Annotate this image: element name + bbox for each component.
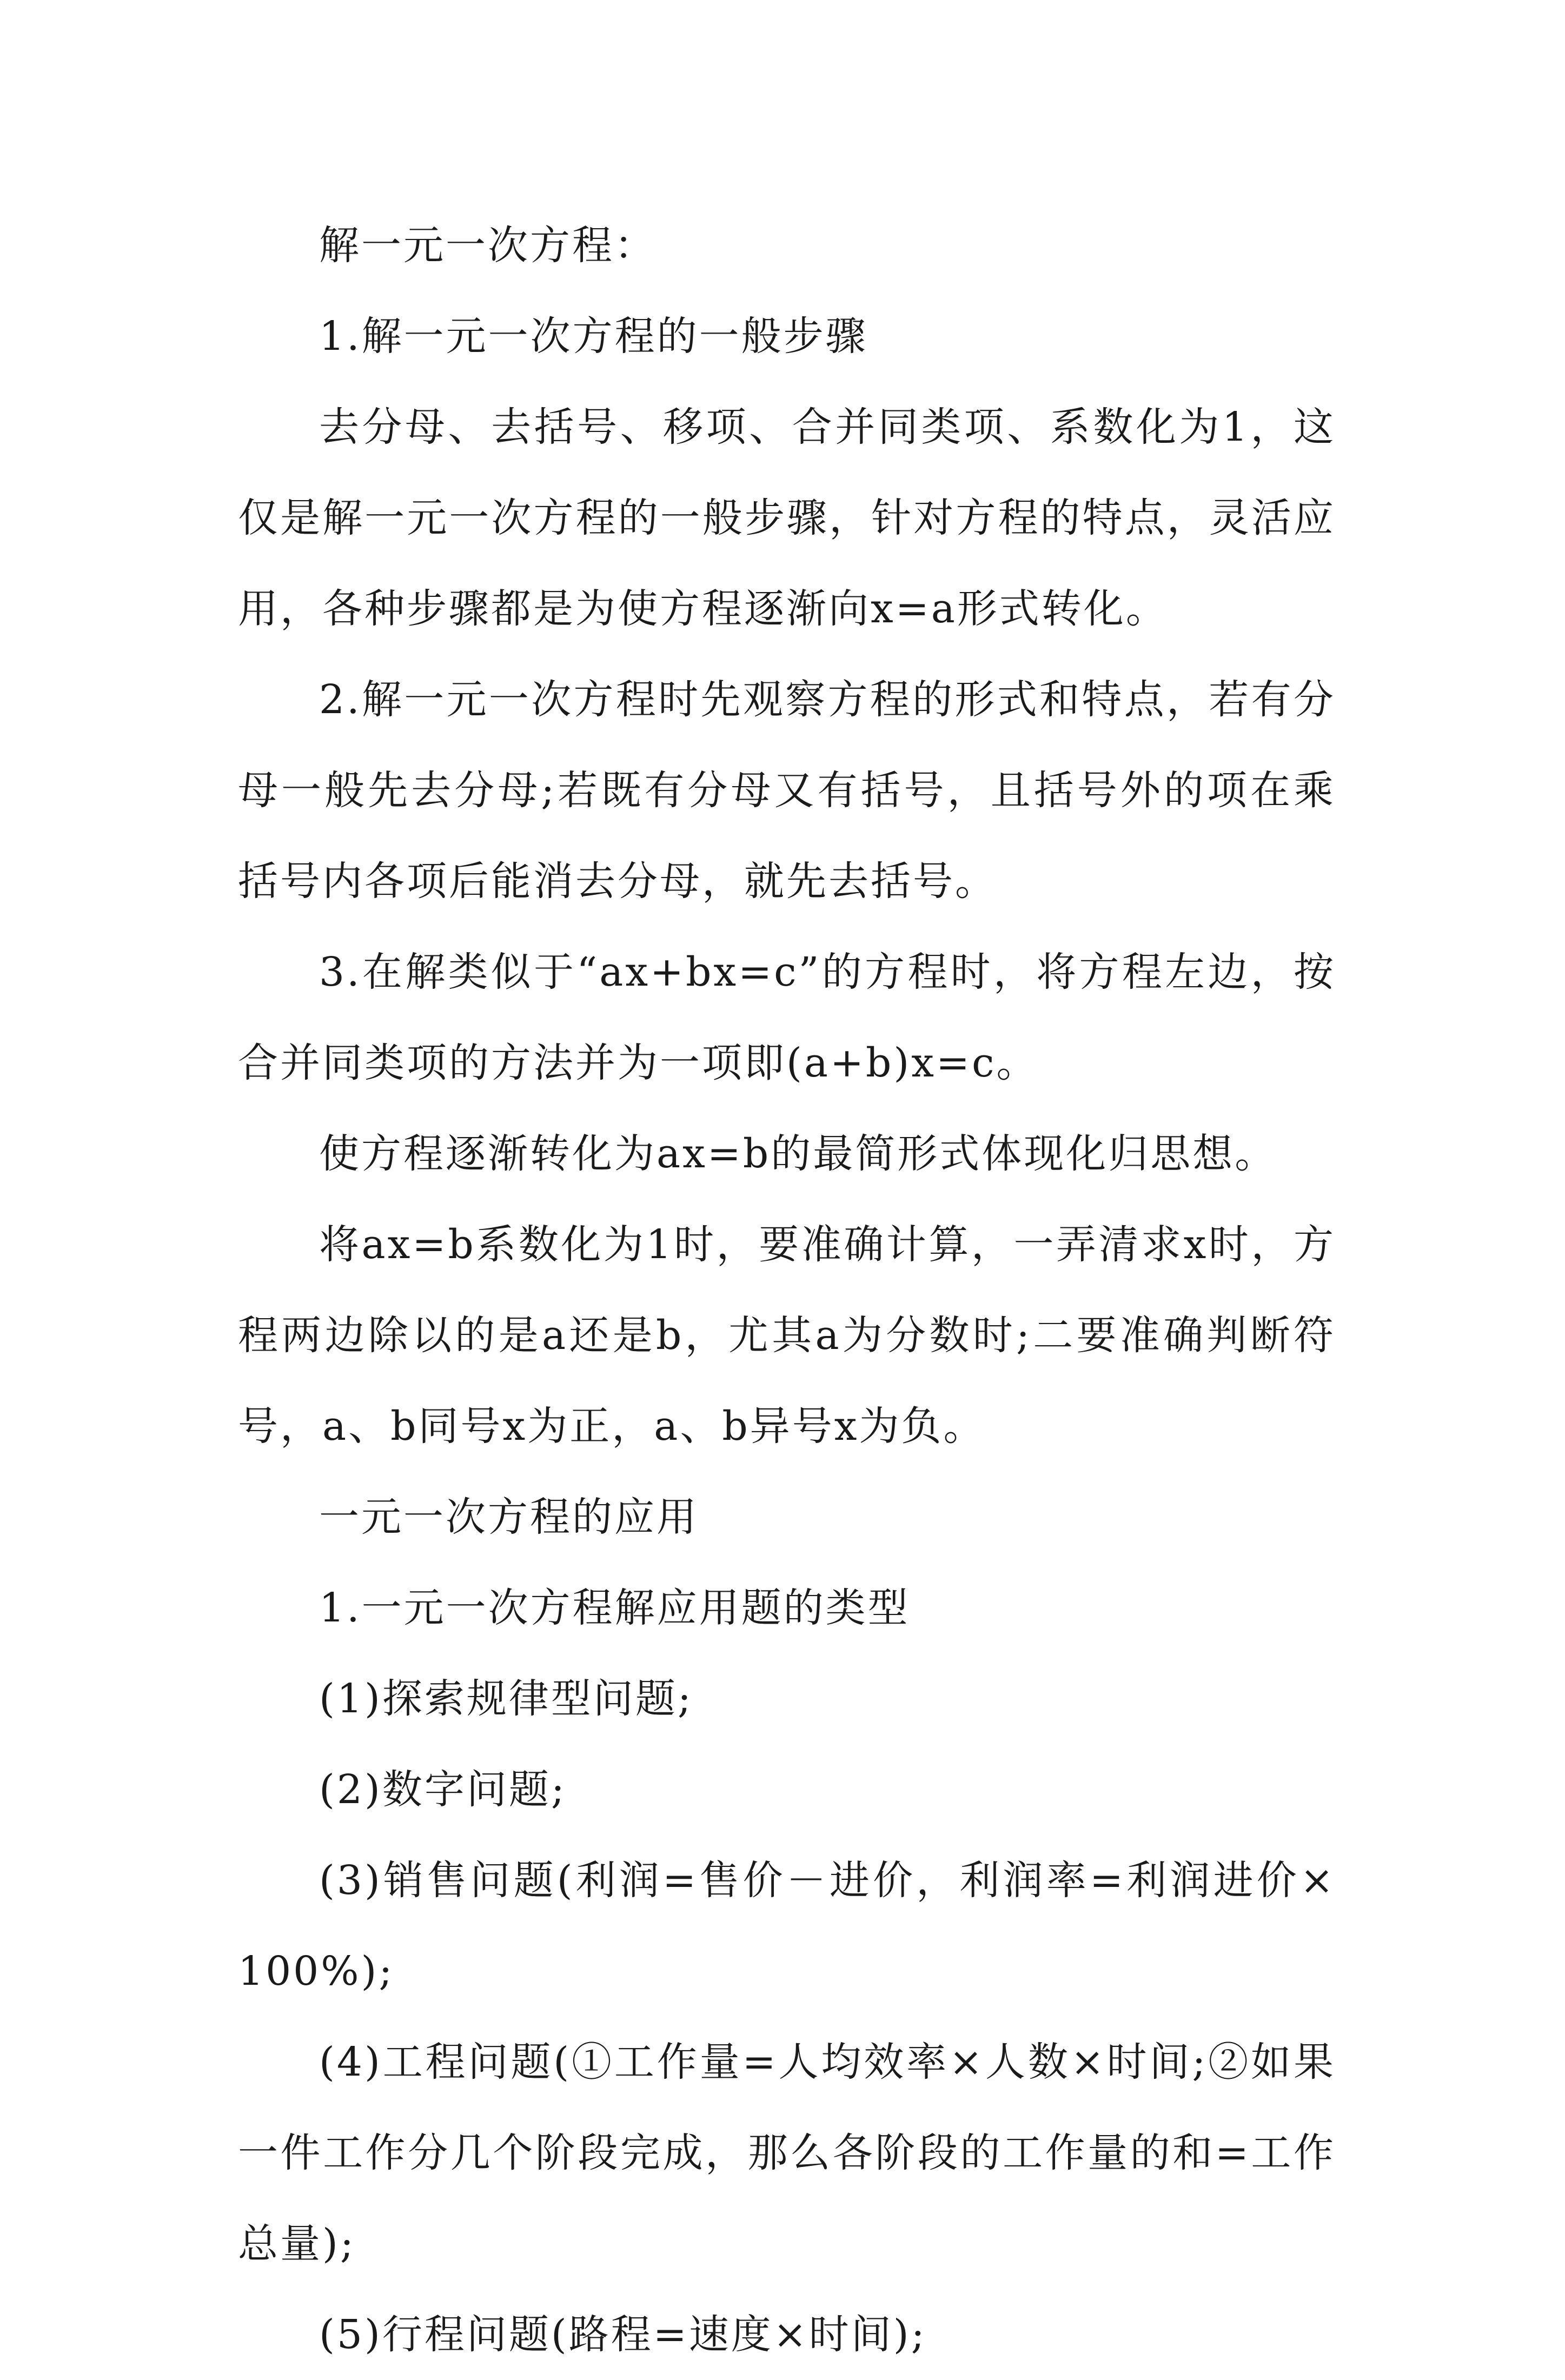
list-item-sales-problems: (3)销售问题(利润=售价－进价，利润率=利润进价×100%); xyxy=(238,1857,1336,1995)
paragraph-general-steps: 去分母、去括号、移项、合并同类项、系数化为1，这仅是解一元一次方程的一般步骤，针对方程的特点，灵活应用，各种步骤都是为使方程逐渐向x=a形式转化。 xyxy=(238,404,1336,632)
section-heading-applications: 一元一次方程的应用 xyxy=(319,1494,699,1540)
list-item-number-problems: (2)数字问题; xyxy=(319,1766,567,1813)
paragraph-observe-form: 2.解一元一次方程时先观察方程的形式和特点，若有分母一般先去分母;若既有分母又有括号，且括号外的项在乘括号内各项后能消去分母，就先去括号。 xyxy=(238,676,1336,905)
list-item-travel-problems: (5)行程问题(路程=速度×时间); xyxy=(319,2311,927,2358)
list-item-work-problems: (4)工程问题(①工作量=人均效率×人数×时间;②如果一件工作分几个阶段完成，那么各阶段的工作量的和=工作总量); xyxy=(238,2039,1336,2267)
list-item-pattern-problems: (1)探索规律型问题; xyxy=(319,1676,693,1722)
document-body xyxy=(238,200,1336,2380)
paragraph-coefficient-to-one: 将ax=b系数化为1时，要准确计算，一弄清求x时，方程两边除以的是a还是b，尤其a为分数时;二要准确判断符号，a、b同号x为正，a、b异号x为负。 xyxy=(238,1221,1336,1450)
section-heading-solving: 解一元一次方程： xyxy=(319,222,656,269)
paragraph-simplest-form: 使方程逐渐转化为ax=b的最简形式体现化归思想。 xyxy=(319,1131,1277,1177)
paragraph-combine-like-terms: 3.在解类似于“ax+bx=c”的方程时，将方程左边，按合并同类项的方法并为一项即(a+b)x=c。 xyxy=(238,949,1336,1086)
subheading-application-types: 1.一元一次方程解应用题的类型 xyxy=(319,1585,910,1631)
subheading-general-steps: 1.解一元一次方程的一般步骤 xyxy=(319,313,868,360)
